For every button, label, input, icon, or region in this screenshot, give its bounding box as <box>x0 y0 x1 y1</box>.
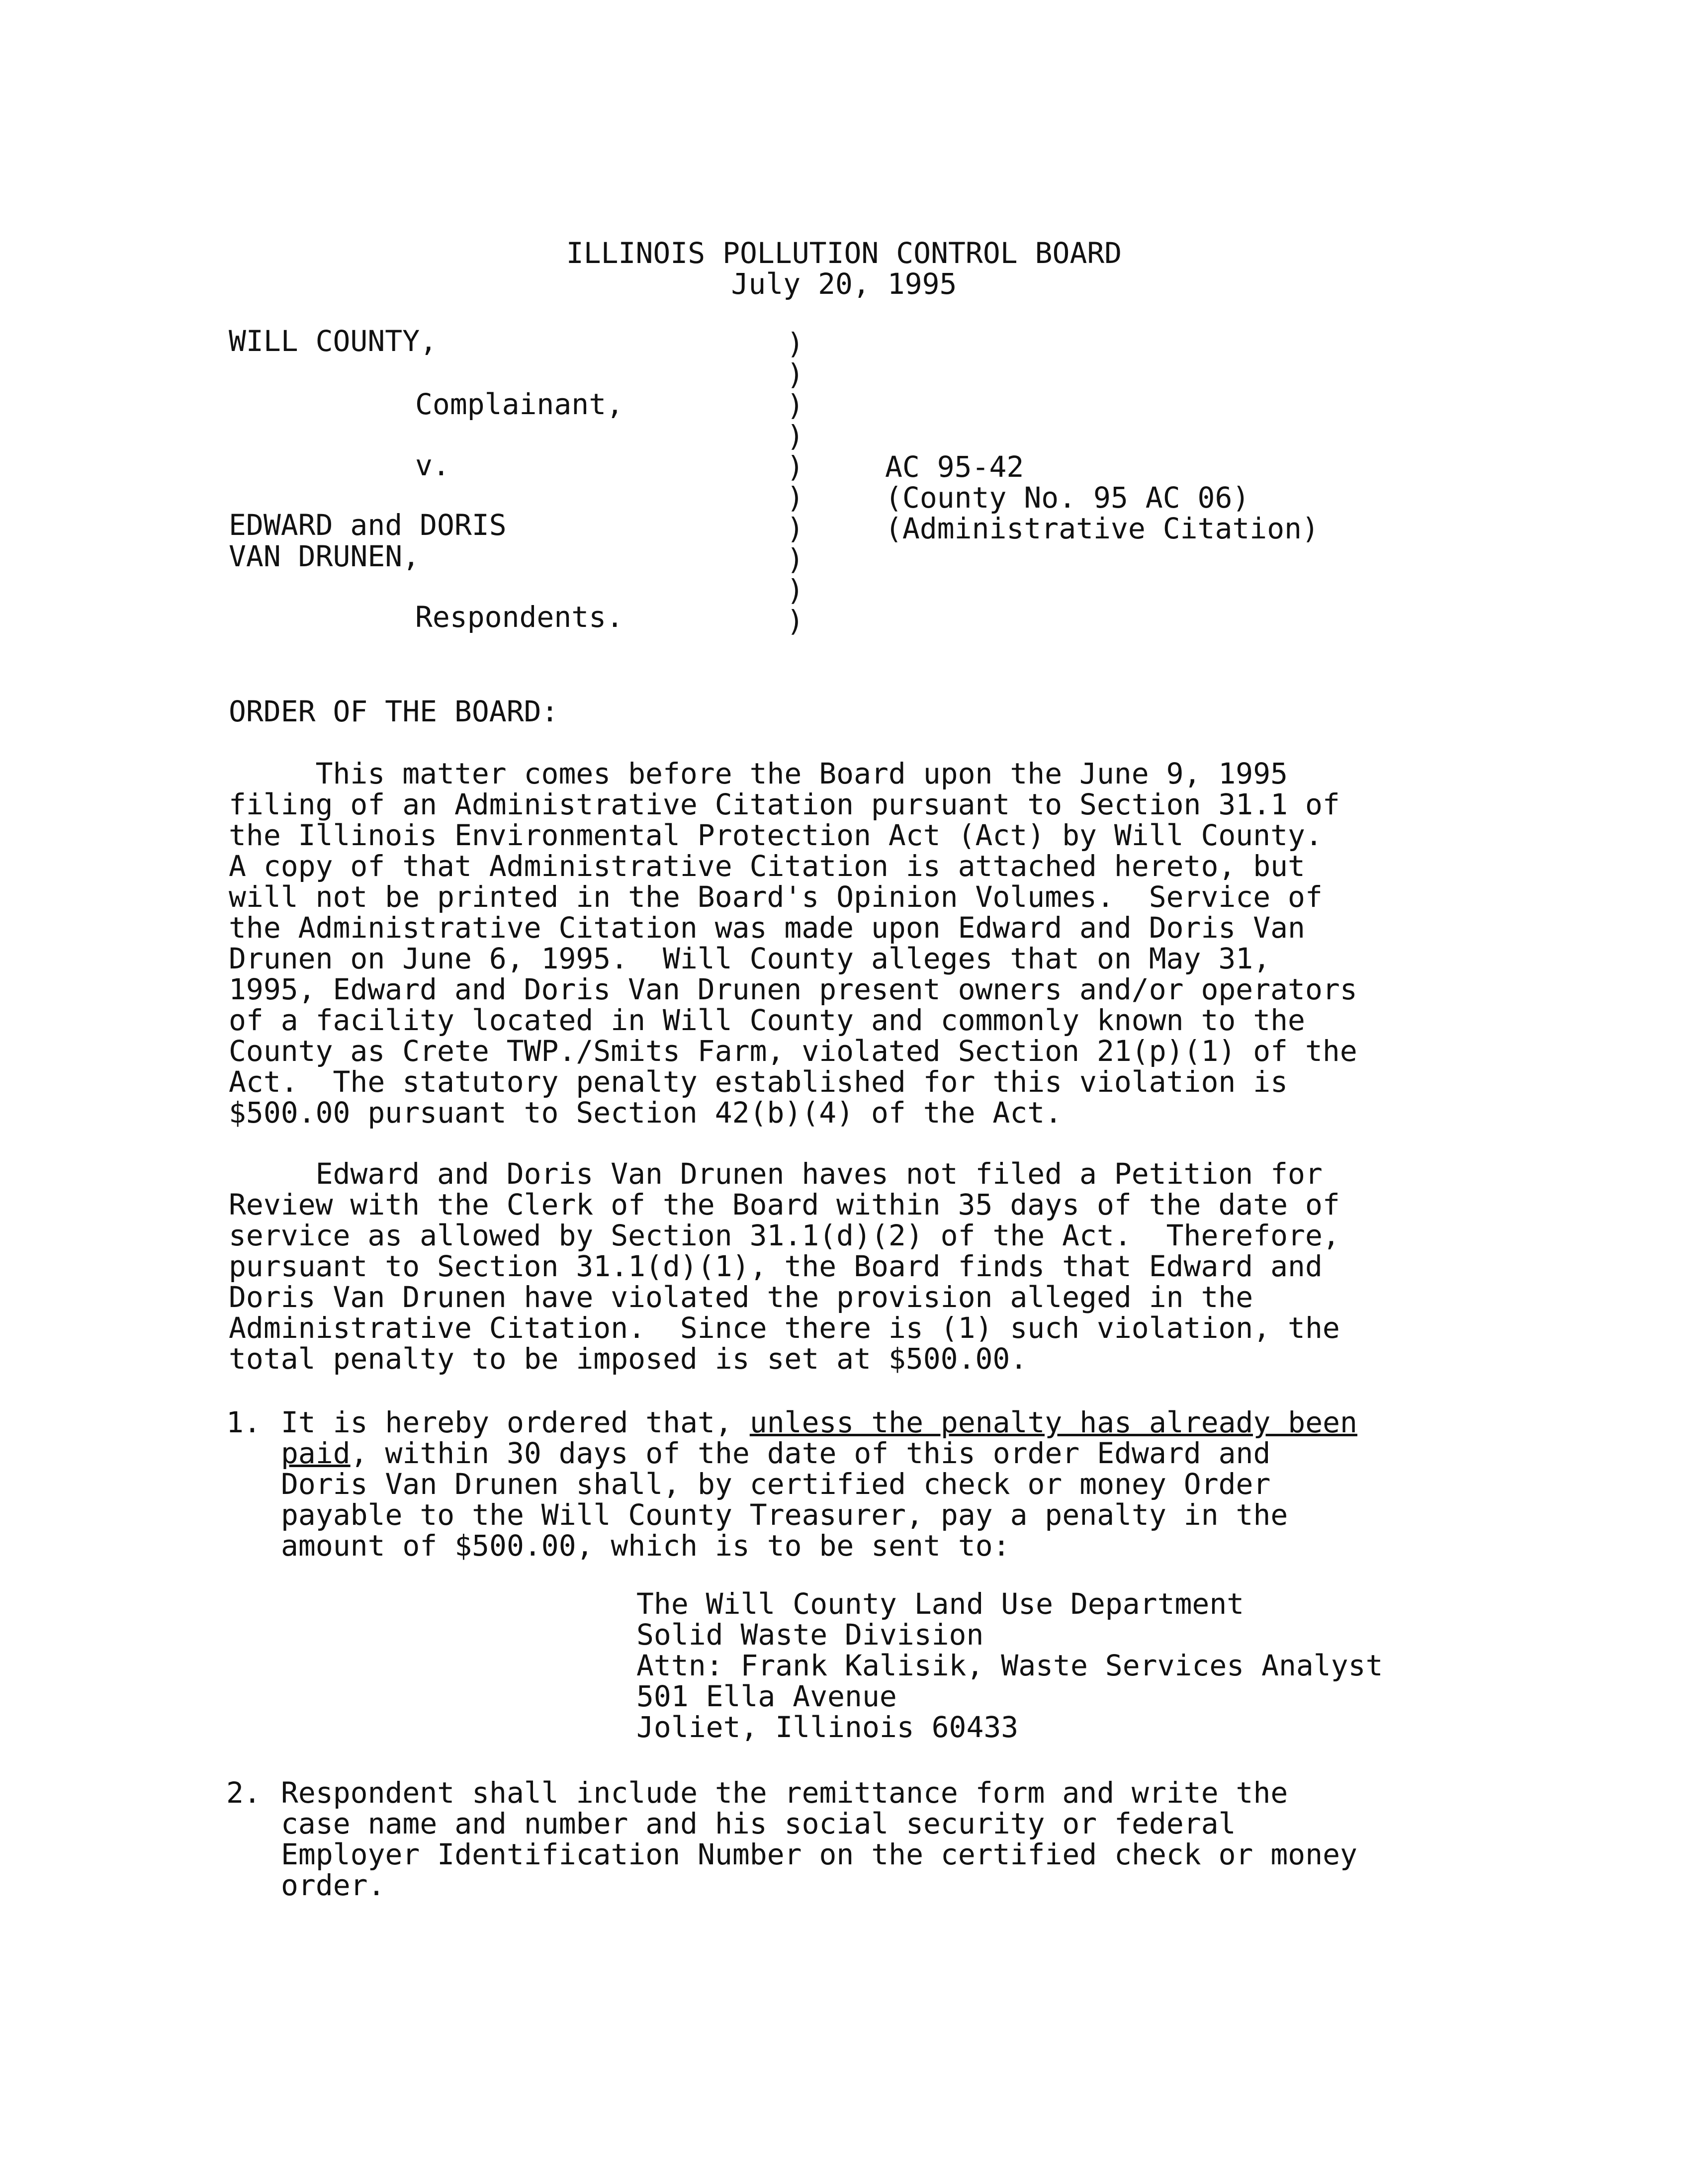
paragraph-line: pursuant to Section 31.1(d)(1), the Board finds that Edward and <box>229 1249 1323 1283</box>
address-line: Joliet, Illinois 60433 <box>636 1710 1019 1744</box>
caption-paren: ) <box>787 542 804 576</box>
paragraph-line: Drunen on June 6, 1995. Will County alleges that on May 31, <box>229 942 1271 975</box>
item-text: It is hereby ordered that, <box>281 1405 750 1439</box>
caption-paren: ) <box>787 604 804 638</box>
item-line: Employer Identification Number on the certified check or money <box>281 1837 1357 1871</box>
respondent-name-line1: EDWARD and DORIS <box>229 508 507 542</box>
county-number: (County No. 95 AC 06) <box>885 481 1250 515</box>
paragraph-line: Administrative Citation. Since there is (1) such violation, the <box>229 1311 1340 1345</box>
caption-paren: ) <box>787 573 804 607</box>
item-line: Respondent shall include the remittance form and write the <box>281 1776 1288 1810</box>
mailing-address <box>636 1588 1383 1743</box>
caption-paren: ) <box>787 450 804 484</box>
item-text: , within 30 days of the date of this order Edward and <box>350 1436 1271 1470</box>
paragraph-line: will not be printed in the Board's Opinion Volumes. Service of <box>229 880 1323 914</box>
item-body <box>281 1407 1357 1561</box>
complainant-role: Complainant, <box>415 387 624 421</box>
item-number: 1. <box>226 1405 261 1439</box>
case-type: (Administrative Citation) <box>885 512 1319 545</box>
caption-paren: ) <box>787 481 804 515</box>
paragraph-line: the Illinois Environmental Protection Act (Act) by Will County. <box>229 818 1323 852</box>
order-heading: ORDER OF THE BOARD: <box>229 695 559 728</box>
caption-paren: ) <box>787 357 804 391</box>
paragraph-line: 1995, Edward and Doris Van Drunen present owners and/or operators <box>229 972 1357 1006</box>
caption-paren: ) <box>787 419 804 453</box>
caption-paren: ) <box>787 512 804 545</box>
paragraph-line: Edward and Doris Van Drunen haves not filed a Petition for <box>229 1157 1323 1191</box>
versus-label: v. <box>415 448 450 482</box>
item-number: 2. <box>226 1776 261 1810</box>
paragraph-line: total penalty to be imposed is set at $500.00. <box>229 1342 1028 1376</box>
underlined-text: paid <box>281 1436 351 1470</box>
paragraph-line: County as Crete TWP./Smits Farm, violated Section 21(p)(1) of the <box>229 1034 1357 1068</box>
item-line <box>281 1407 1357 1438</box>
underlined-text: unless the penalty has already been <box>749 1405 1357 1439</box>
item-line: amount of $500.00, which is to be sent to: <box>281 1529 1010 1563</box>
item-line <box>281 1438 1357 1469</box>
paragraph-line: Doris Van Drunen have violated the provision alleged in the <box>229 1280 1253 1314</box>
paragraph-line: service as allowed by Section 31.1(d)(2) of the Act. Therefore, <box>229 1219 1340 1252</box>
paragraph-line: filing of an Administrative Citation pursuant to Section 31.1 of <box>229 787 1340 821</box>
document-agency: ILLINOIS POLLUTION CONTROL BOARD <box>566 236 1122 270</box>
address-line: The Will County Land Use Department <box>636 1587 1244 1621</box>
document-date: July 20, 1995 <box>731 267 957 301</box>
paragraph-line: of a facility located in Will County and commonly known to the <box>229 1003 1305 1037</box>
address-line: Solid Waste Division <box>636 1618 984 1652</box>
respondent-name-line2: VAN DRUNEN, <box>229 539 420 573</box>
paragraph-line: the Administrative Citation was made upon Edward and Doris Van <box>229 911 1305 945</box>
respondent-role: Respondents. <box>415 600 624 634</box>
paragraph-2 <box>229 1158 1457 1374</box>
paragraph-line: A copy of that Administrative Citation is attached hereto, but <box>229 849 1305 883</box>
case-number: AC 95-42 <box>885 450 1024 484</box>
paragraph-1 <box>229 758 1457 1128</box>
item-line: order. <box>281 1868 385 1902</box>
caption-paren: ) <box>787 327 804 360</box>
address-line: Attn: Frank Kalisik, Waste Services Analyst <box>636 1649 1383 1682</box>
paragraph-line: $500.00 pursuant to Section 42(b)(4) of the Act. <box>229 1096 1063 1130</box>
paragraph-line: This matter comes before the Board upon the June 9, 1995 <box>229 757 1288 790</box>
complainant-name: WILL COUNTY, <box>229 324 438 358</box>
paragraph-line: Review with the Clerk of the Board within 35 days of the date of <box>229 1188 1340 1222</box>
item-line: case name and number and his social security or federal <box>281 1807 1236 1840</box>
paragraph-line: Act. The statutory penalty established for this violation is <box>229 1065 1288 1099</box>
address-line: 501 Ella Avenue <box>636 1679 897 1713</box>
item-line: Doris Van Drunen shall, by certified check or money Order <box>281 1467 1271 1501</box>
caption-paren: ) <box>787 388 804 422</box>
item-body <box>281 1777 1357 1901</box>
item-line: payable to the Will County Treasurer, pay a penalty in the <box>281 1498 1288 1532</box>
